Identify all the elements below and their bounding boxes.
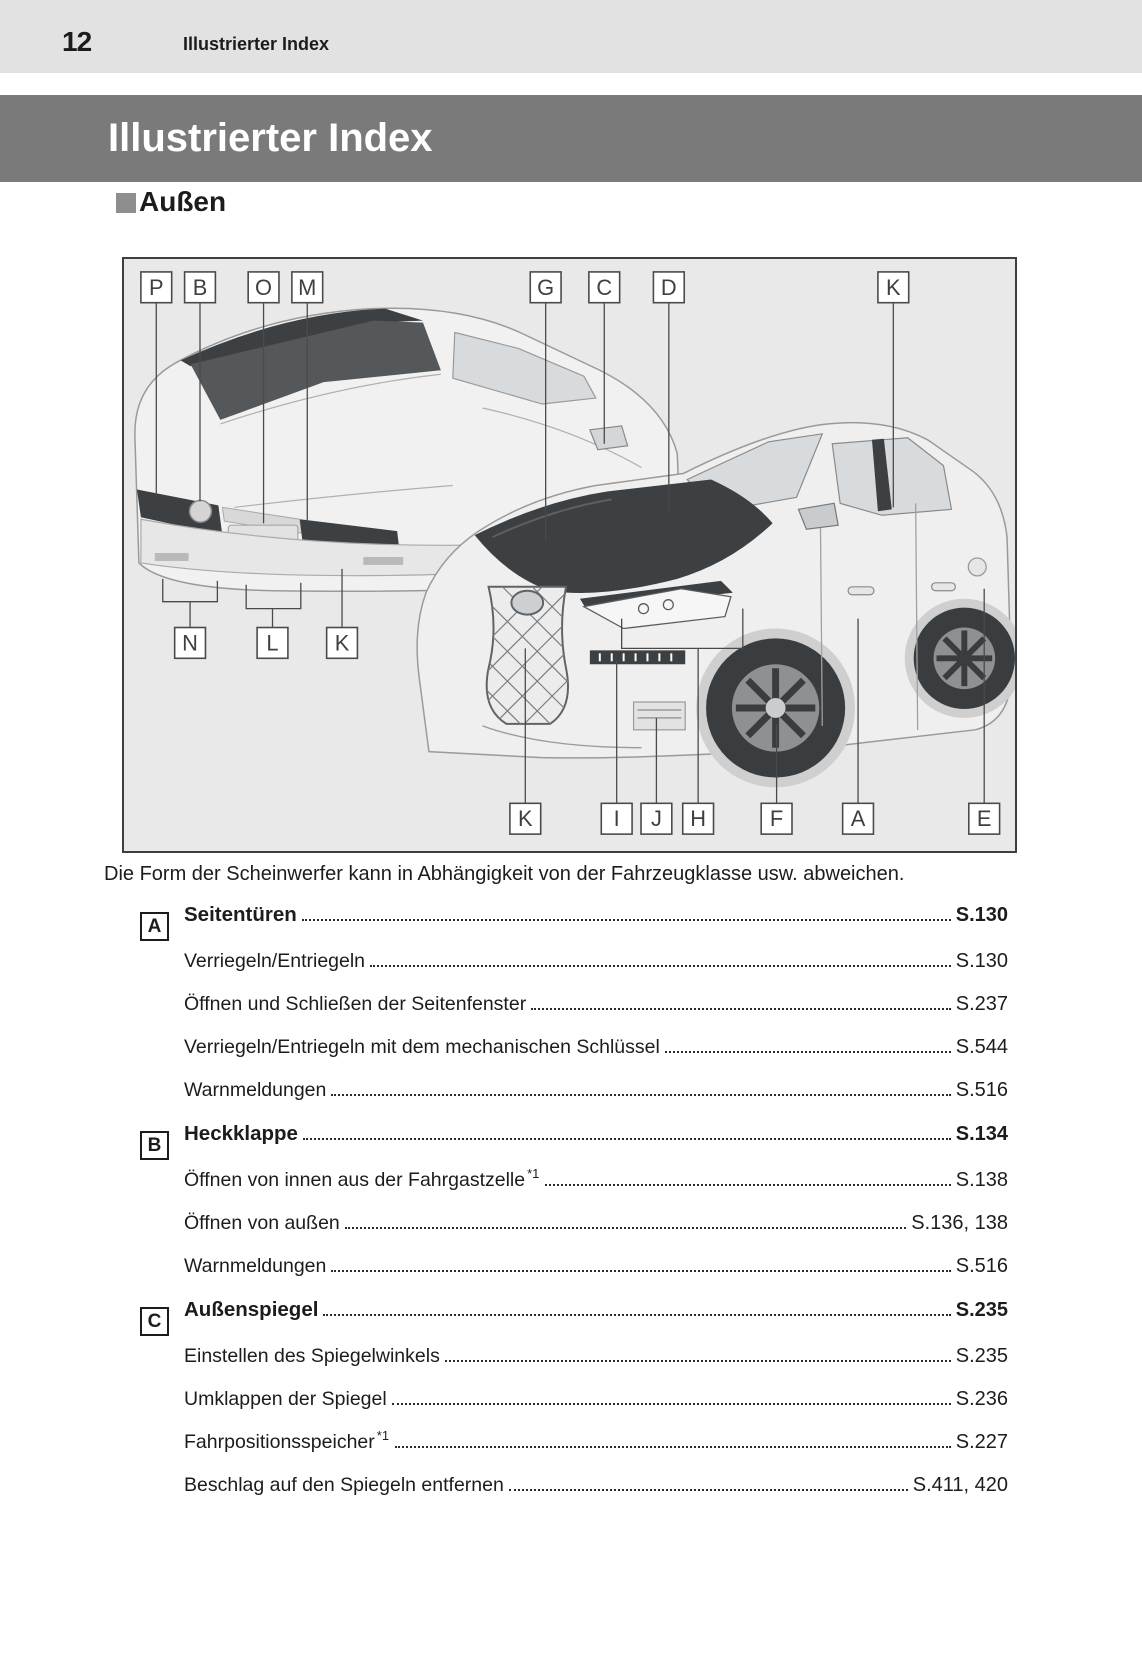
page-reference: S.516 [955,1255,1008,1277]
figure-note: Die Form der Scheinwerfer kann in Abhängigkeit von der Fahrzeugklasse usw. abweichen. [104,863,905,885]
index-subentry: Öffnen von innen aus der Fahrgastzelle *1 S.138 [184,1166,1008,1191]
svg-text:K: K [518,806,533,832]
index-subentry: Öffnen von außen S.136, 138 [184,1212,1008,1234]
page-reference: S.236 [955,1388,1008,1410]
dot-leader [302,913,951,921]
svg-text:M: M [298,274,317,300]
index-badge-C: C [140,1307,169,1336]
page-reference: S.130 [955,904,1008,926]
index-subentry: Verriegeln/Entriegeln mit dem mechanischen Schlüssel S.544 [184,1036,1008,1058]
svg-text:N: N [182,630,198,656]
dot-leader [531,1002,951,1010]
dot-leader [323,1308,950,1316]
figure-label-N [175,628,206,659]
index-subentry: Fahrpositionsspeicher *1 S.227 [184,1428,1008,1453]
figure-label-K-bottom [510,803,541,834]
page-number: 12 [62,26,92,57]
figure-label-D [653,272,684,303]
svg-text:E: E [976,806,992,832]
index-subentry: Warnmeldungen S.516 [184,1079,1008,1101]
svg-text:H: H [690,806,707,832]
running-header-title: Illustrierter Index [183,34,330,54]
figure-label-G [530,272,561,303]
svg-text:B: B [192,274,208,300]
svg-text:F: F [769,806,784,832]
figure-label-B [185,272,216,303]
index-subentry: Warnmeldungen S.516 [184,1255,1008,1277]
figure-label-M [292,272,323,303]
page-reference: S.136, 138 [911,1212,1008,1234]
section-heading [116,186,226,218]
svg-text:G: G [537,274,555,300]
dot-leader [395,1440,951,1448]
section-title: Außen [139,186,227,217]
footnote-marker: *1 [376,1428,390,1443]
footnote-marker: *1 [527,1166,540,1181]
dot-leader [303,1132,951,1140]
index-entry-title: Seitentüren [184,903,297,926]
index-subentry: Verriegeln/Entriegeln S.130 [184,950,1008,972]
page-reference: S.235 [955,1299,1008,1321]
running-header [0,0,1142,73]
index-entry-title: Außenspiegel [184,1298,319,1321]
exterior-figure [122,257,1017,853]
figure-label-H [683,803,714,834]
figure-label-P [141,272,172,303]
dot-leader [665,1045,951,1053]
figure-label-O [248,272,279,303]
svg-text:L: L [266,630,279,656]
page-reference: S.138 [955,1169,1008,1191]
page-reference: S.227 [955,1431,1008,1453]
page-reference: S.516 [955,1079,1008,1101]
figure-label-K-mid [327,628,358,659]
svg-text:J: J [650,806,662,832]
page-reference: S.134 [955,1123,1008,1145]
figure-label-L [257,628,288,659]
index-subentry: Umklappen der Spiegel S.236 [184,1388,1008,1410]
dot-leader [370,959,951,967]
figure-label-I [601,803,632,834]
page-reference: S.235 [955,1345,1008,1367]
figure-label-K-top [878,272,909,303]
svg-text:P: P [149,274,164,300]
svg-text:K: K [334,630,350,656]
index-subentry: Beschlag auf den Spiegeln entfernen S.411, 420 [184,1474,1008,1496]
svg-text:D: D [660,274,677,300]
svg-text:A: A [850,806,866,832]
index-badge-B: B [140,1131,169,1160]
figure-label-J [641,803,672,834]
svg-text:K: K [886,274,901,300]
svg-text:O: O [255,274,273,300]
dot-leader [509,1483,908,1491]
index-entry-C [140,1298,1008,1345]
svg-text:C: C [596,274,613,300]
page-reference: S.237 [955,993,1008,1015]
figure-label-C [589,272,620,303]
index-badge-A: A [140,912,169,941]
section-square-icon [116,193,136,213]
figure-label-F [761,803,792,834]
exterior-illustration [124,259,1015,851]
page-reference: S.130 [955,950,1008,972]
page-reference: S.411, 420 [912,1474,1008,1496]
chapter-banner-title: Illustrierter Index [108,116,433,160]
illustrated-index-list [140,903,1008,1517]
figure-label-A [843,803,874,834]
index-entry-title: Heckklappe [184,1122,298,1145]
dot-leader [331,1264,950,1272]
dot-leader [545,1178,950,1186]
page-reference: S.544 [955,1036,1008,1058]
index-entry-B [140,1122,1008,1169]
index-entry-A [140,903,1008,950]
dot-leader [345,1221,906,1229]
dot-leader [392,1397,951,1405]
index-subentry: Einstellen des Spiegelwinkels S.235 [184,1345,1008,1367]
index-subentry: Öffnen und Schließen der Seitenfenster S.237 [184,993,1008,1015]
svg-text:I: I [613,806,620,832]
dot-leader [445,1354,951,1362]
chapter-banner [0,95,1142,182]
figure-label-E [969,803,1000,834]
dot-leader [331,1088,950,1096]
